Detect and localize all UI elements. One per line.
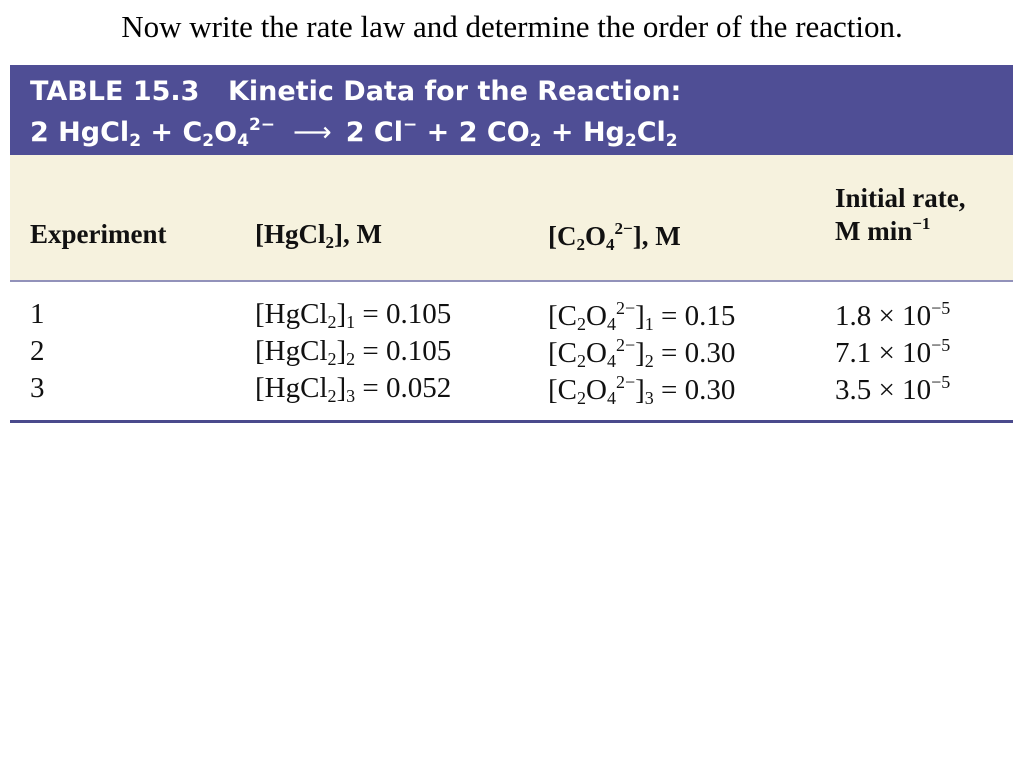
table-label: TABLE 15.3 (30, 76, 200, 107)
experiment-cell: 1 (30, 298, 45, 330)
table-caption-line (30, 76, 681, 107)
column-header-experiment: Experiment (30, 219, 167, 249)
c2o4-cell: $[C_2O_4^{2-}]_3 = 0.30$ (548, 372, 736, 408)
column-header-c2o4: $[C_2O_4^{2-}]$, M (548, 219, 681, 254)
c2o4-cell: $[C_2O_4^{2-}]_1 = 0.15$ (548, 298, 736, 334)
rate-cell: $7.1 \times 10^{-5}$ (835, 335, 951, 369)
reaction-equation: 2 HgCl$_2$ + $C_2O_4^{2-}$ ⟶ 2 Cl− + 2 $CO_2 + Hg_2Cl_2$ (30, 115, 678, 151)
experiment-cell: 2 (30, 335, 45, 367)
hgcl2-cell: $[HgCl_2]_3 = 0.052$ (255, 372, 452, 406)
hgcl2-cell: $[HgCl_2]_1 = 0.105$ (255, 298, 452, 332)
experiment-cell: 3 (30, 372, 45, 404)
column-header-band (10, 155, 1013, 280)
table-row (10, 372, 1013, 410)
table-row (10, 298, 1013, 336)
column-header-hgcl2: [HgCl$_2$], M (255, 219, 382, 252)
table-bottom-rule (10, 420, 1013, 423)
table-caption: Kinetic Data for the Reaction: (228, 76, 682, 107)
column-header-rate: Initial rate, M $\min^{-1}$ (835, 183, 966, 246)
table-row (10, 335, 1013, 373)
data-rows (10, 282, 1013, 420)
table-header (10, 65, 1013, 155)
c2o4-cell: $[C_2O_4^{2-}]_2 = 0.30$ (548, 335, 736, 371)
rate-cell: $3.5 \times 10^{-5}$ (835, 372, 951, 406)
reaction-arrow-icon: ⟶ (293, 117, 332, 148)
kinetic-data-table (10, 65, 1013, 423)
rate-cell: $1.8 \times 10^{-5}$ (835, 298, 951, 332)
slide-title: Now write the rate law and determine the order of the reaction. (121, 9, 903, 44)
hgcl2-cell: $[HgCl_2]_2 = 0.105$ (255, 335, 452, 369)
